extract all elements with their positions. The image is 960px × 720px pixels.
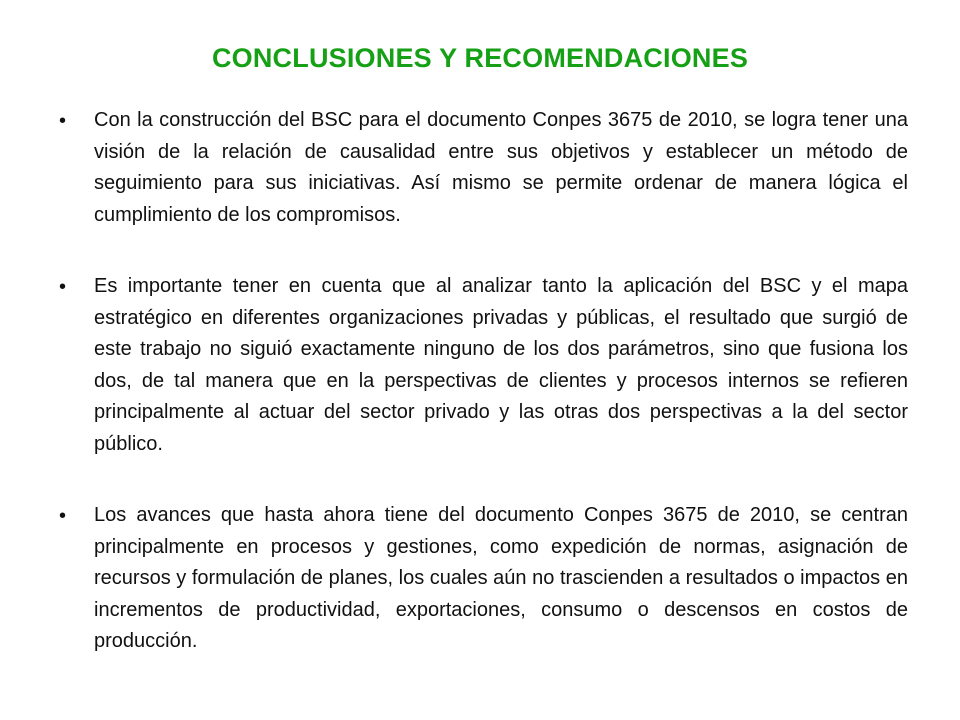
bullet-text: Es importante tener en cuenta que al analizar tanto la aplicación del BSC y el mapa estratégico en diferentes organizaciones privadas y públicas, el resultado que surgió de este trabajo no siguió exactamente ninguno de los dos parámetros, sino que fusiona los dos, de tal manera que en la perspectivas de clientes y procesos internos se refieren principalmente al actuar del sector privado y las otras dos perspectivas a la del sector público. bbox=[94, 275, 908, 455]
bullet-item bbox=[59, 105, 908, 231]
bullet-item bbox=[59, 271, 908, 460]
bullet-item bbox=[59, 500, 908, 658]
bullet-list bbox=[59, 105, 908, 698]
bullet-dot-icon: • bbox=[59, 110, 67, 132]
slide-title: CONCLUSIONES Y RECOMENDACIONES bbox=[211, 43, 749, 73]
bullet-dot-icon: • bbox=[59, 505, 67, 527]
bullet-text: Con la construcción del BSC para el documento Conpes 3675 de 2010, se logra tener una visión de la relación de causalidad entre sus objetivos y establecer un método de seguimiento para sus iniciativas. Así mismo se permite ordenar de manera lógica el cumplimiento de los compromisos. bbox=[94, 109, 908, 226]
bullet-text: Los avances que hasta ahora tiene del documento Conpes 3675 de 2010, se centran principalmente en procesos y gestiones, como expedición de normas, asignación de recursos y formulación de planes, los cuales aún no trascienden a resultados o impactos en incrementos de productividad, exportaciones, consumo o descensos en costos de producción. bbox=[94, 504, 908, 652]
bullet-dot-icon: • bbox=[59, 276, 67, 298]
